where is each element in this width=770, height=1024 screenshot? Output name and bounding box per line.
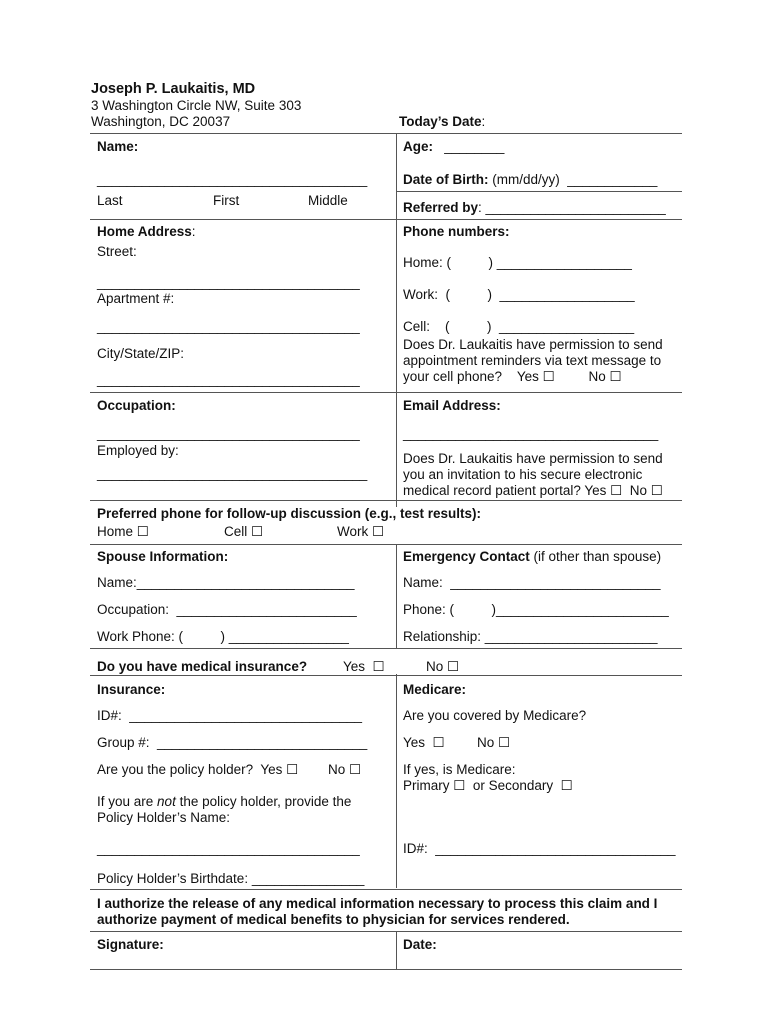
portal-permission-checkboxes[interactable]: medical record patient portal? Yes ☐ No ☐: [403, 483, 663, 498]
city-label: City/State/ZIP:: [97, 346, 185, 361]
signature-date-field[interactable]: Date:: [403, 937, 437, 952]
insurance-no-checkbox[interactable]: No ☐: [426, 659, 460, 674]
rule-insurance: [90, 889, 682, 890]
medicare-label: Medicare:: [403, 682, 467, 697]
phone-numbers-label: Phone numbers:: [403, 224, 510, 239]
age-field[interactable]: [403, 139, 504, 155]
home-phone-field[interactable]: Home: ( ) __________________: [403, 255, 632, 270]
policy-holder-yes-checkbox[interactable]: Are you the policy holder? Yes ☐: [97, 762, 299, 777]
preferred-home-checkbox[interactable]: Home ☐: [97, 524, 149, 539]
emergency-contact-note: (if other than spouse): [529, 549, 662, 564]
medicare-no-checkbox[interactable]: No ☐: [477, 735, 511, 750]
preferred-phone-label: Preferred phone for follow-up discussion (e.g., test results):: [97, 506, 482, 521]
last-caption: Last: [97, 193, 123, 208]
column-divider-3: [396, 674, 397, 888]
signature-field[interactable]: Signature:: [97, 937, 164, 952]
medicare-id-field[interactable]: ID#: ________________________________: [403, 841, 676, 856]
age-line: ________: [444, 139, 505, 154]
email-field[interactable]: __________________________________: [403, 426, 659, 441]
rule-occupation: [90, 500, 682, 501]
rule-spouse: [90, 648, 682, 649]
policy-holder-name-field[interactable]: ___________________________________: [97, 841, 360, 856]
not-holder-text-emphasis: not: [157, 794, 176, 809]
referred-line: : ________________________: [478, 200, 666, 215]
insurance-group-field[interactable]: Group #: ____________________________: [97, 735, 368, 750]
medicare-primary-secondary-checkboxes[interactable]: Primary ☐ or Secondary ☐: [403, 778, 573, 793]
office-address-line2: Washington, DC 20037: [91, 114, 231, 129]
occupation-field[interactable]: ___________________________________: [97, 426, 360, 441]
not-holder-text-a: If you are: [97, 794, 158, 809]
policy-holder-birthdate-field[interactable]: Policy Holder’s Birthdate: _______________: [97, 871, 365, 886]
rule-preferred: [90, 544, 682, 545]
todays-date-colon: :: [481, 114, 486, 129]
policy-holder-no-checkbox[interactable]: No ☐: [328, 762, 362, 777]
emergency-name-field[interactable]: Name: ____________________________: [403, 575, 661, 590]
todays-date-field[interactable]: [399, 114, 485, 130]
work-phone-field[interactable]: Work: ( ) __________________: [403, 287, 635, 302]
medicare-yes-checkbox[interactable]: Yes ☐: [403, 735, 445, 750]
portal-permission-line2: you an invitation to his secure electronic: [403, 467, 643, 482]
home-address-heading: [97, 224, 196, 240]
column-divider-4: [396, 931, 397, 969]
cell-phone-field[interactable]: Cell: ( ) __________________: [403, 319, 635, 334]
todays-date-label: Today’s Date: [399, 114, 482, 129]
name-label: Name:: [97, 139, 139, 154]
spouse-info-label: Spouse Information:: [97, 549, 229, 564]
first-caption: First: [213, 193, 240, 208]
text-permission-line1: Does Dr. Laukaitis have permission to send: [403, 337, 663, 352]
age-label: Age:: [403, 139, 433, 154]
employed-by-label: Employed by:: [97, 443, 179, 458]
dob-field[interactable]: [403, 172, 657, 188]
dob-label: Date of Birth:: [403, 172, 489, 187]
emergency-contact-heading: [403, 549, 661, 565]
occupation-label: Occupation:: [97, 398, 176, 413]
email-label: Email Address:: [403, 398, 501, 413]
insurance-label: Insurance:: [97, 682, 166, 697]
insurance-question-label: Do you have medical insurance?: [97, 659, 308, 674]
rule-top: [90, 133, 682, 134]
preferred-work-checkbox[interactable]: Work ☐: [337, 524, 385, 539]
name-field[interactable]: ____________________________________: [97, 172, 368, 187]
column-divider-2: [396, 545, 397, 648]
not-holder-instruction-line1: [97, 794, 351, 810]
referred-field[interactable]: [403, 200, 666, 216]
medicare-ifyes-label: If yes, is Medicare:: [403, 762, 516, 777]
emergency-contact-label: Emergency Contact: [403, 549, 530, 564]
insurance-yes-checkbox[interactable]: Yes ☐: [343, 659, 385, 674]
home-address-label: Home Address: [97, 224, 192, 239]
middle-caption: Middle: [308, 193, 348, 208]
rule-dob: [396, 191, 682, 192]
portal-permission-line1: Does Dr. Laukaitis have permission to send: [403, 451, 663, 466]
emergency-phone-field[interactable]: Phone: ( )_______________________: [403, 602, 669, 617]
city-field[interactable]: ___________________________________: [97, 372, 360, 387]
office-address-line1: 3 Washington Circle NW, Suite 303: [91, 98, 302, 113]
rule-address: [90, 392, 682, 393]
apartment-field[interactable]: ___________________________________: [97, 319, 360, 334]
authorization-line2: authorize payment of medical benefits to physician for services rendered.: [97, 912, 570, 927]
home-address-colon: :: [191, 224, 196, 239]
spouse-name-field[interactable]: Name:_____________________________: [97, 575, 355, 590]
authorization-line1: I authorize the release of any medical information necessary to process this claim and I: [97, 896, 658, 911]
preferred-cell-checkbox[interactable]: Cell ☐: [224, 524, 264, 539]
not-holder-instruction-line2: Policy Holder’s Name:: [97, 810, 231, 825]
medicare-covered-question: Are you covered by Medicare?: [403, 708, 587, 723]
rule-authorization: [90, 931, 682, 932]
street-label: Street:: [97, 244, 137, 259]
referred-label: Referred by: [403, 200, 479, 215]
dob-line: (mm/dd/yy) ____________: [488, 172, 658, 187]
rule-bottom: [90, 969, 682, 970]
street-field[interactable]: ___________________________________: [97, 275, 360, 290]
not-holder-text-b: the policy holder, provide the: [175, 794, 352, 809]
employed-by-field[interactable]: ____________________________________: [97, 466, 368, 481]
emergency-relationship-field[interactable]: Relationship: _______________________: [403, 629, 658, 644]
spouse-occupation-field[interactable]: Occupation: ________________________: [97, 602, 357, 617]
rule-insurance-q: [90, 675, 682, 676]
insurance-id-field[interactable]: ID#: _______________________________: [97, 708, 363, 723]
apartment-label: Apartment #:: [97, 291, 175, 306]
text-permission-checkboxes[interactable]: your cell phone? Yes ☐ No ☐: [403, 369, 622, 384]
text-permission-line2: appointment reminders via text message to: [403, 353, 662, 368]
spouse-work-phone-field[interactable]: Work Phone: ( ) ________________: [97, 629, 349, 644]
column-divider-1: [396, 133, 397, 507]
rule-name: [90, 219, 682, 220]
doctor-name: Joseph P. Laukaitis, MD: [91, 81, 256, 97]
